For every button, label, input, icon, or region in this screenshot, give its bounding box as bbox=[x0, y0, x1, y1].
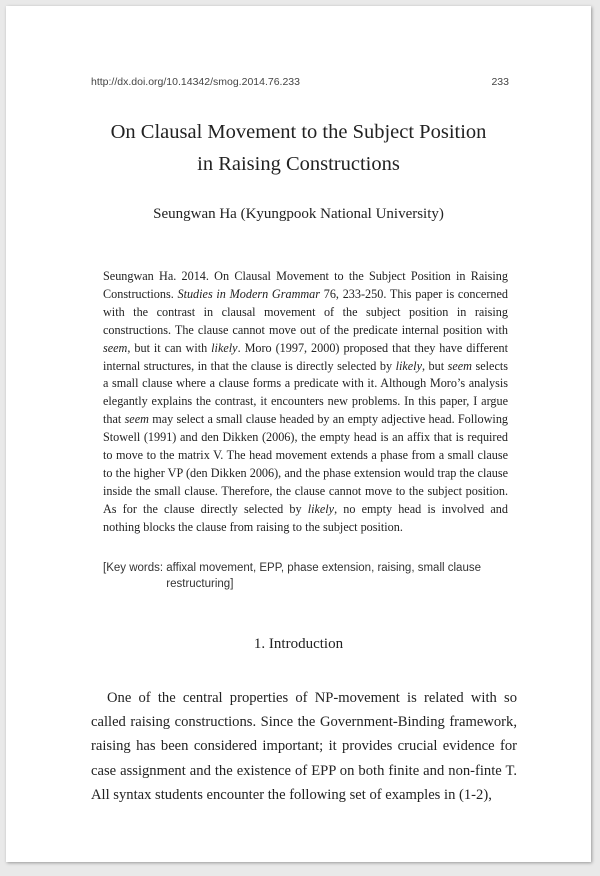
term-seem: seem bbox=[124, 412, 149, 427]
paper-title bbox=[6, 116, 591, 180]
body-paragraph: One of the central properties of NP-movement is related with so called raising constructions. Since the Government-Binding framework, raising has been considered important; it provides crucial evidence for case assignment and the existence of EPP on both finite and non-finte T. All syntax students encounter the following set of examples in (1-2), bbox=[91, 690, 517, 803]
paper-page bbox=[6, 6, 591, 862]
term-seem: seem bbox=[447, 358, 472, 373]
page-number: 233 bbox=[491, 76, 509, 88]
abstract-text: Seungwan Ha. 2014. On Clausal Movement to the Subject Position in Raising Constructions. bbox=[103, 269, 508, 301]
abstract-text: selects a small clause where a clause forms a predicate with it. Although Moro’s analysis elegantly explains the contrast, it encounters new problems. In this paper, I argue that bbox=[103, 358, 508, 427]
term-likely: likely bbox=[307, 501, 335, 516]
term-seem: seem bbox=[103, 340, 128, 355]
author-line: Seungwan Ha (Kyungpook National University) bbox=[153, 206, 444, 222]
abstract-text: may select a small clause headed by an empty adjective head. Following Stowell (1991) and den Dikken (2006), the empty head is an affix that is required to move to the matrix V. The head movement extends a phase from a small clause to the higher VP (den Dikken 2006), and the phase extension would trap the clause inside the small clause. Therefore, the clause cannot move to the subject position. As for the clause directly selected by bbox=[103, 412, 508, 516]
abstract bbox=[103, 268, 508, 537]
keywords-list: affixal movement, EPP, phase extension, raising, small clause restructuring] bbox=[166, 562, 481, 590]
running-head bbox=[91, 76, 509, 88]
term-likely: likely bbox=[211, 340, 238, 355]
abstract-text: . Moro (1997, 2000) proposed that they have different internal structures, in that the clause is directly selected by bbox=[103, 340, 508, 373]
abstract-text: , but bbox=[421, 358, 448, 373]
abstract-text: 76, 233-250. This paper is concerned with the contrast in clausal movement of the subject position in raising constructions. The clause cannot move out of the predicate internal position with bbox=[103, 286, 508, 337]
term-likely: likely bbox=[395, 358, 422, 373]
journal-name: Studies in Modern Grammar bbox=[177, 286, 321, 301]
section-heading: 1. Introduction bbox=[253, 636, 344, 652]
keywords-label: [Key words: bbox=[103, 562, 167, 574]
title-line-1: On Clausal Movement to the Subject Position bbox=[110, 121, 487, 143]
abstract-text: , but it can with bbox=[127, 340, 212, 355]
doi-link[interactable]: http://dx.doi.org/10.14342/smog.2014.76.233 bbox=[91, 76, 300, 88]
keywords bbox=[103, 560, 513, 592]
abstract-text: , no empty head is involved and nothing blocks the clause from raising to the subject position. bbox=[103, 501, 508, 534]
title-line-2: in Raising Constructions bbox=[197, 153, 400, 175]
